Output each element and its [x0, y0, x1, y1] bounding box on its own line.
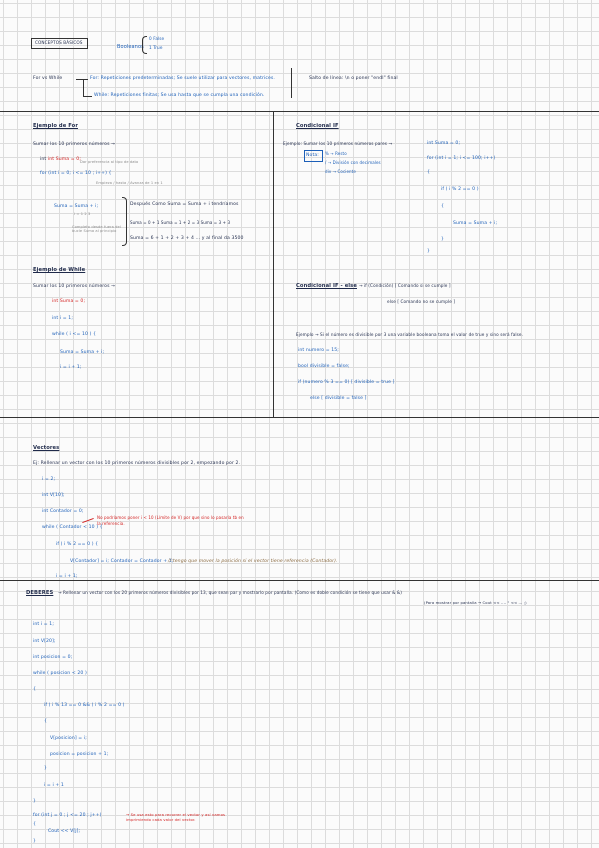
cond-ifelse-heading: Condicional IF - else [296, 283, 357, 289]
deberes-label: DEBERES [26, 590, 54, 596]
ej-while-l2: int i = 1; [52, 316, 73, 321]
nota-label: Nota: [306, 153, 319, 158]
ej-while-l5: i = i + 1; [60, 365, 82, 370]
cond-if-task: Ejemplo: Sumar los 10 primeros números pares → [283, 141, 393, 146]
deberes-d12: } [33, 799, 37, 804]
ej-for-l4: i = 1 2 3 [74, 212, 91, 216]
booleans-true: 1 True [149, 45, 163, 50]
ej-while-l1: int Suma = 0; [52, 299, 86, 304]
deberes-d4: while ( posicion < 20 ) [33, 671, 87, 676]
deberes-d1: int i = 1; [33, 622, 54, 627]
deberes-d10: } [44, 766, 48, 771]
deberes-f2: { [33, 822, 37, 827]
ej-for-brace [122, 197, 127, 246]
ej-for-d1: Después Como Suma = Suma + i tendríamos [130, 202, 239, 207]
nota-3: div → Cociente [325, 169, 356, 174]
separator-salto [291, 68, 292, 98]
ej-for-task: Sumar los 10 primeros números → [33, 142, 116, 147]
ej-while-l3: while ( i <= 10 ) { [52, 332, 97, 337]
deberes-d3: int posicion = 0; [33, 655, 73, 660]
vectores-v2: int V[10]; [42, 493, 65, 498]
cond-ifelse-e3: if (numero % 3 == 0) [ divisible = true ] [298, 380, 395, 385]
cond-if-c8: } [427, 249, 431, 254]
ej-for-d2: Suma = 0 + 1 Suma = 1 + 2 = 3 Suma = 3 + 3 [130, 220, 231, 225]
ej-for-d3: Suma = 6 + 1 + 2 + 3 + 4 ... y al final da 3500 [130, 236, 244, 241]
salto-line: Salto de línea: \n o poner "endl" final [309, 76, 398, 81]
vectores-v1: i = 2; [42, 477, 56, 482]
deberes-d8: V[posicion] = i; [50, 736, 87, 741]
nota-2: / → División con decimales [325, 160, 381, 165]
arrow-for [76, 79, 88, 80]
cond-ifelse-ej: Ejemplo → Si el número es divisible por 3 una variable booleana toma el valor de true y sino será false. [296, 332, 524, 337]
vectores-v7: i = i + 1; [56, 574, 78, 579]
ej-for-heading: Ejemplo de For [33, 123, 78, 129]
cond-ifelse-e2: bool divisible = false; [298, 364, 350, 369]
ej-while-l4: Suma = Suma + i; [60, 350, 105, 355]
vectores-v5: if ( i % 2 == 0 ) { [56, 542, 99, 547]
ej-for-l3: Suma = Suma + i; [54, 204, 99, 209]
divider-3 [0, 580, 599, 581]
vectores-v6: V[Contador] = i; Contador = Contador + 1; [70, 559, 174, 564]
while-line: While: Repeticiones finitas; Se usa hasta que se cumpla una condición. [94, 93, 265, 98]
deberes-f3: Cout << V[j]; [48, 829, 81, 834]
arrow-while [83, 96, 92, 97]
deberes-f4: } [33, 839, 37, 844]
vectores-note-brown: // tengo que mover la posición si el vector tiene referencia (Contador). [168, 559, 338, 564]
divider-1 [0, 111, 599, 112]
booleans-brace [142, 36, 147, 54]
cond-if-c6: Suma = Suma + i; [453, 221, 498, 226]
cond-if-c7: } [441, 237, 445, 242]
ej-for-note2: Empieza / hasta / Avanza de 1 en 1 [96, 181, 163, 185]
for-line [90, 77, 275, 82]
deberes-note-red: → Se usa esto para recorrer el vector y así vamos imprimiendo cada valor del vector. [126, 812, 226, 823]
cond-if-c3: { [427, 170, 431, 175]
booleans-false: 0 False [149, 36, 165, 41]
cond-if-heading: Condicional IF [296, 123, 339, 129]
deberes-d7: { [44, 719, 48, 724]
cond-if-c4: if ( i % 2 == 0 ) [441, 187, 479, 192]
deberes-task2: (Para mostrar por pantalla → Cout << .... " << ... ;) [424, 600, 527, 605]
ej-for-note1: Dar preferencia al tipo de dato [80, 160, 139, 164]
cond-if-c1: int Suma = 0; [427, 141, 461, 146]
for-line-text: For: Repeticiones predeterminadas; Se suele utilizar para vectores, matrices. [90, 76, 275, 81]
cond-ifelse-syntax2: else [ Comando no se cumple ] [387, 299, 456, 304]
nota-1: % → Resto [325, 151, 347, 156]
cond-if-c5: { [441, 204, 445, 209]
cond-ifelse-syntax1: → if (Condición) [ Comando si se cumple ] [359, 283, 451, 288]
deberes-d2: int V[20]; [33, 639, 56, 644]
ej-for-l2: for (int i = 0; i <= 10 ; i++) { [40, 171, 112, 176]
ej-while-heading: Ejemplo de While [33, 267, 86, 273]
brace-vertical [83, 79, 84, 96]
vectores-ej: Ej: Rellenar un vector con los 10 primeros números divisibles por 2, empezando por 2. [33, 461, 241, 466]
deberes-f1: for (int j = 0 ; j <= 20 ; j++) [33, 813, 102, 818]
ej-while-task: Sumar los 10 primeros números → [33, 284, 116, 289]
deberes-d6: if ( i % 13 == 0 && ( i % 2 == 0 ) [44, 703, 125, 708]
vectores-v4: while ( Contador < 10 ) { [42, 525, 103, 530]
cond-ifelse-e1: int numero = 15; [298, 348, 339, 353]
page-title: CONCEPTOS BÁSICOS [35, 40, 83, 45]
loops-intro: For vs While [33, 76, 63, 81]
ej-for-note3: Completo desde fuera del bucle Suma al principio [72, 225, 121, 233]
vectores-v3: int Contador = 0; [42, 509, 84, 514]
cond-ifelse-e4: else [ divisible = false ] [310, 396, 367, 401]
divider-vertical [273, 111, 274, 417]
ej-for-l1-text: int Suma = 0; [47, 157, 81, 162]
vectores-note-red: No podríamos poner i < 10 (Límite de V) por que sino lo pasaría tb en la referencia. [97, 515, 244, 526]
divider-2 [0, 417, 599, 418]
ej-for-l1: int int Suma = 0; [40, 157, 81, 162]
booleans-label: Booleanos [117, 44, 144, 50]
deberes-d5: { [33, 687, 37, 692]
deberes-task: → Rellenar un vector con los 20 primeros números divisibles por 13, que sean par y mostrarlo por pantalla. (Como es doble condición se tiene que usar & &) [58, 590, 403, 595]
deberes-d11: i = i + 1 [44, 783, 64, 788]
vectores-heading: Vectores [33, 445, 60, 451]
cond-if-c2: for (int i = 1; i <= 100; i++) [427, 156, 496, 161]
deberes-d9: posicion = posicion + 1; [50, 752, 109, 757]
